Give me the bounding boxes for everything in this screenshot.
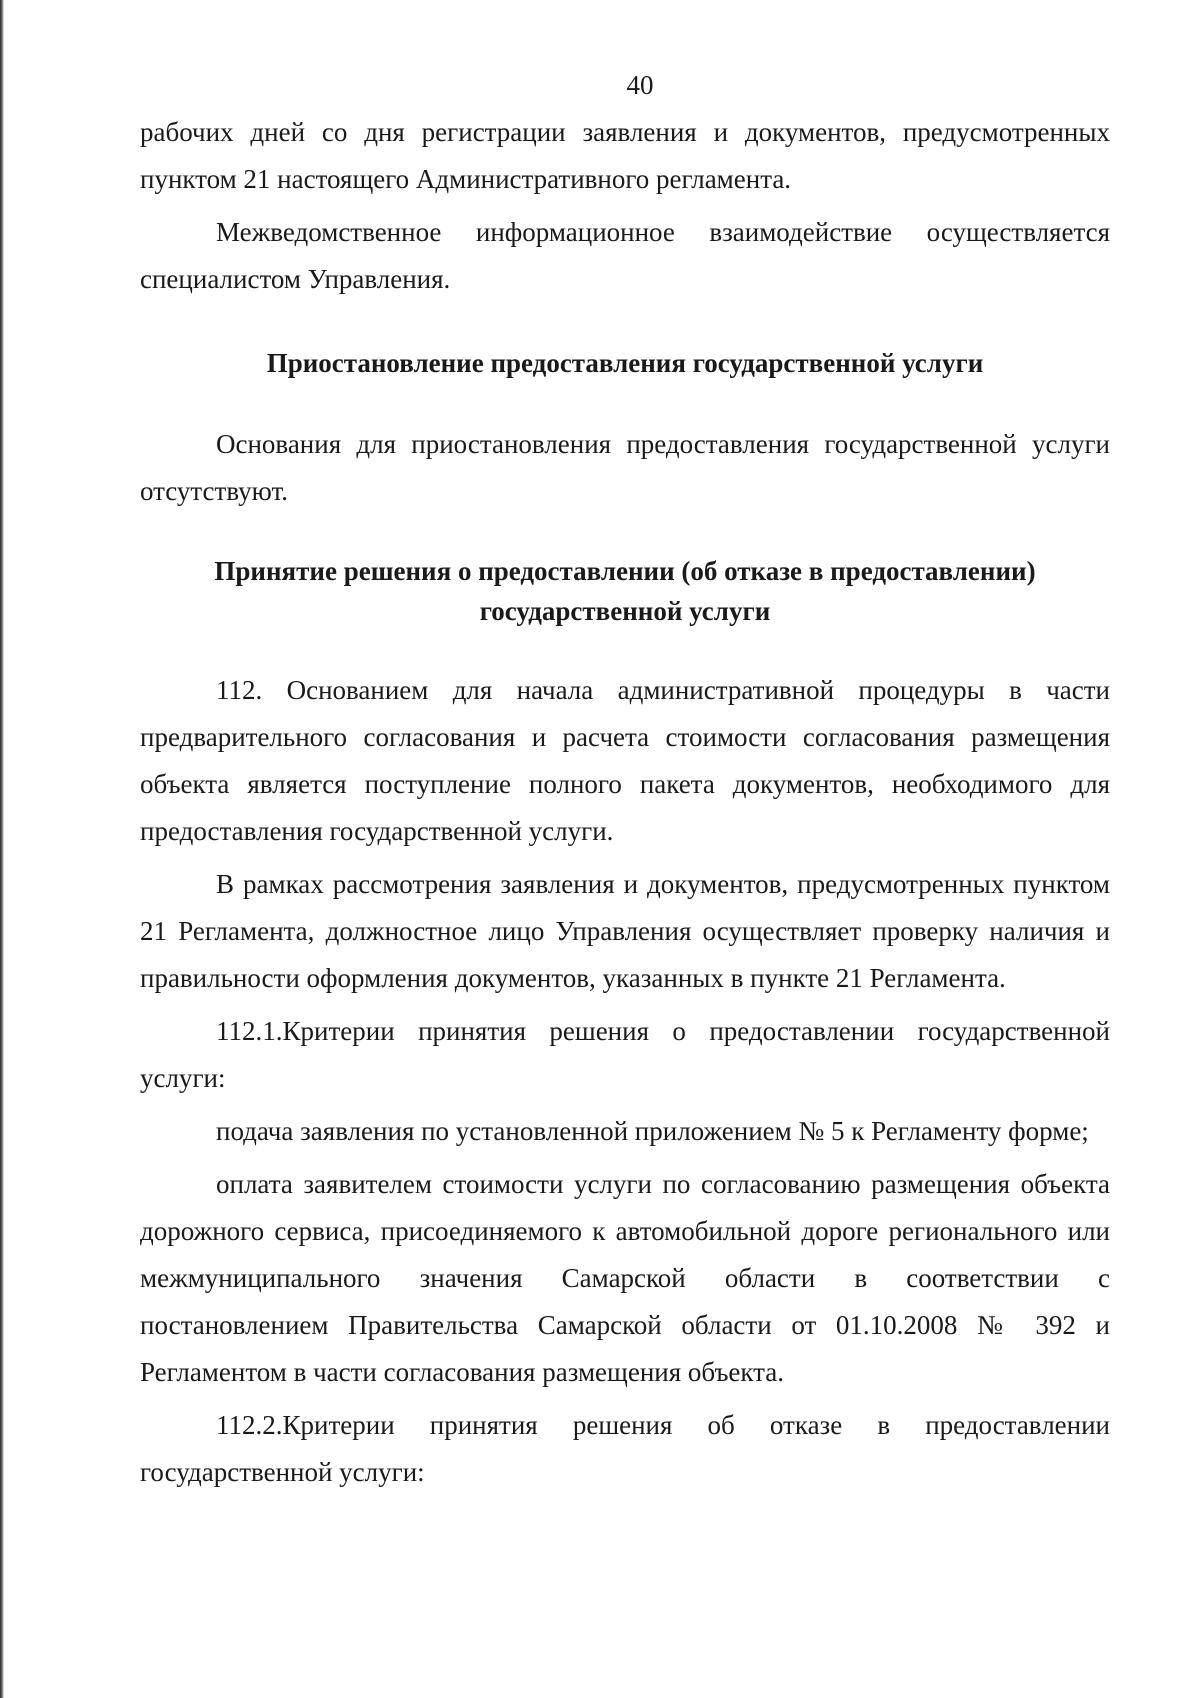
page-number: 40 [626,70,654,100]
paragraph-interagency: Межведомственное информационное взаимодействие осуществляется специалистом Управления. [140,217,1110,294]
heading-decision-line1: Принятие решения о предоставлении (об отказе в предоставлении) [214,556,1036,586]
paragraph-112: 112. Основанием для начала административной процедуры в части предварительного согласования и расчета стоимости согласования размещения объекта является поступление полного пакета документов, необходимого для предоставления государственной услуги. [140,675,1110,846]
heading-decision-line2: государственной услуги [479,596,771,626]
heading-suspension: Приостановление предоставления государственной услуги [266,348,984,378]
heading-decision [140,551,1110,631]
paragraph-112-1: 112.1.Критерии принятия решения о предоставлении государственной услуги: [140,1016,1110,1093]
paragraph-continuation: рабочих дней со дня регистрации заявления и документов, предусмотренных пунктом 21 настоящего Административного регламента. [140,117,1110,194]
paragraph-suspension: Основания для приостановления предоставления государственной услуги отсутствуют. [140,429,1110,506]
paragraph-application-form: подача заявления по установленной приложением № 5 к Регламенту форме; [216,1116,1089,1146]
paragraph-review: В рамках рассмотрения заявления и документов, предусмотренных пунктом 21 Регламента, должностное лицо Управления осуществляет проверку наличия и правильности оформления документов, указанных в пункте 21 Регламента. [140,869,1110,993]
paragraph-payment: оплата заявителем стоимости услуги по согласованию размещения объекта дорожного сервиса, присоединяемого к автомобильной дороге регионального или межмуниципального значения Самарской области в соответствии с постановлением Правительства Самарской области от 01.10.2008 № 392 и Регламентом в части согласования размещения объекта. [140,1169,1110,1387]
paragraph-112-2: 112.2.Критерии принятия решения об отказе в предоставлении государственной услуги: [140,1410,1110,1487]
document-page [140,62,1110,1496]
scan-edge [0,0,4,1698]
